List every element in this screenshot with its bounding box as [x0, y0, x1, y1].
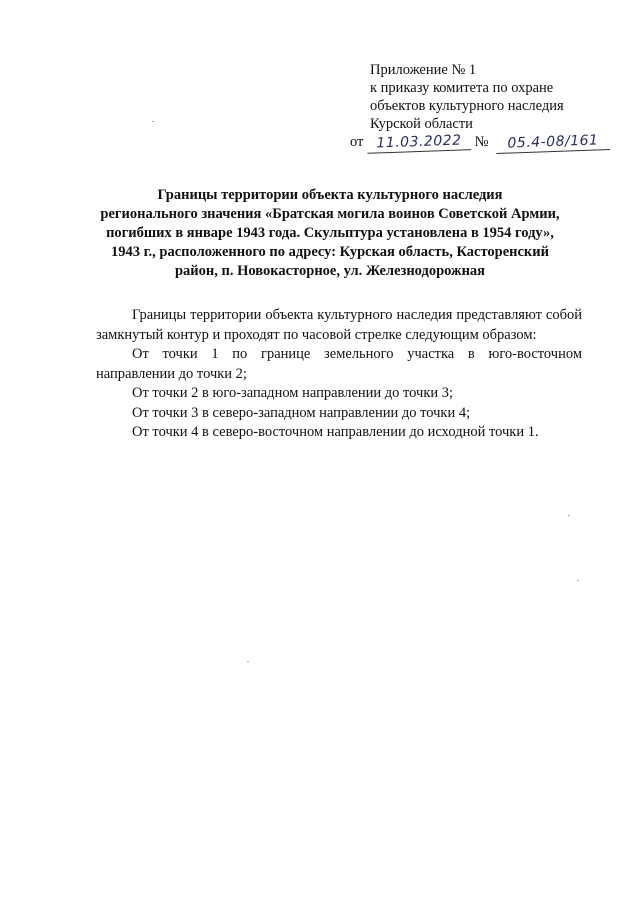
body-paragraph-point-1: От точки 1 по границе земельного участка в юго-восточном направлении до точки 2; [96, 346, 582, 382]
body-paragraph-point-2: От точки 2 в юго-западном направлении до точки 3; [132, 385, 454, 401]
order-number-handwritten: 05.4-08/161 [496, 131, 611, 154]
order-from-label: от [350, 134, 364, 150]
scan-speck [577, 580, 579, 581]
title-line-2: регионального значения «Братская могила воинов Советской Армии, [100, 206, 560, 222]
scan-speck [568, 515, 570, 516]
title-line-4: 1943 г., расположенного по адресу: Курская область, Касторенский [110, 244, 549, 260]
order-date-handwritten: 11.03.2022 [367, 131, 472, 154]
body-paragraph-point-3: От точки 3 в северо-западном направлении до точки 4; [132, 404, 471, 421]
document-body [96, 306, 582, 443]
document-title [82, 186, 578, 281]
appendix-order-ref: к приказу комитета по охране [370, 80, 554, 96]
order-date-number [350, 133, 610, 152]
body-paragraph-point-4: От точки 4 в северо-восточном направлении до исходной точки 1. [132, 424, 539, 440]
title-line-3: погибших в январе 1943 года. Скульптура установлена в 1954 году», [106, 225, 554, 241]
scan-speck [152, 121, 154, 122]
appendix-header [370, 61, 564, 133]
body-paragraph-intro: Границы территории объекта культурного наследия представляют собой замкнутый контур и проходят по часовой стрелке следующим образом: [96, 307, 582, 343]
appendix-committee: объектов культурного наследия [370, 98, 564, 114]
appendix-region: Курской области [370, 116, 473, 132]
appendix-number: Приложение № 1 [370, 62, 477, 78]
scan-speck [247, 661, 249, 662]
title-line-1: Границы территории объекта культурного наследия [157, 187, 503, 203]
order-number-label: № [474, 134, 489, 150]
title-line-5: район, п. Новокасторное, ул. Железнодорожная [174, 263, 486, 279]
